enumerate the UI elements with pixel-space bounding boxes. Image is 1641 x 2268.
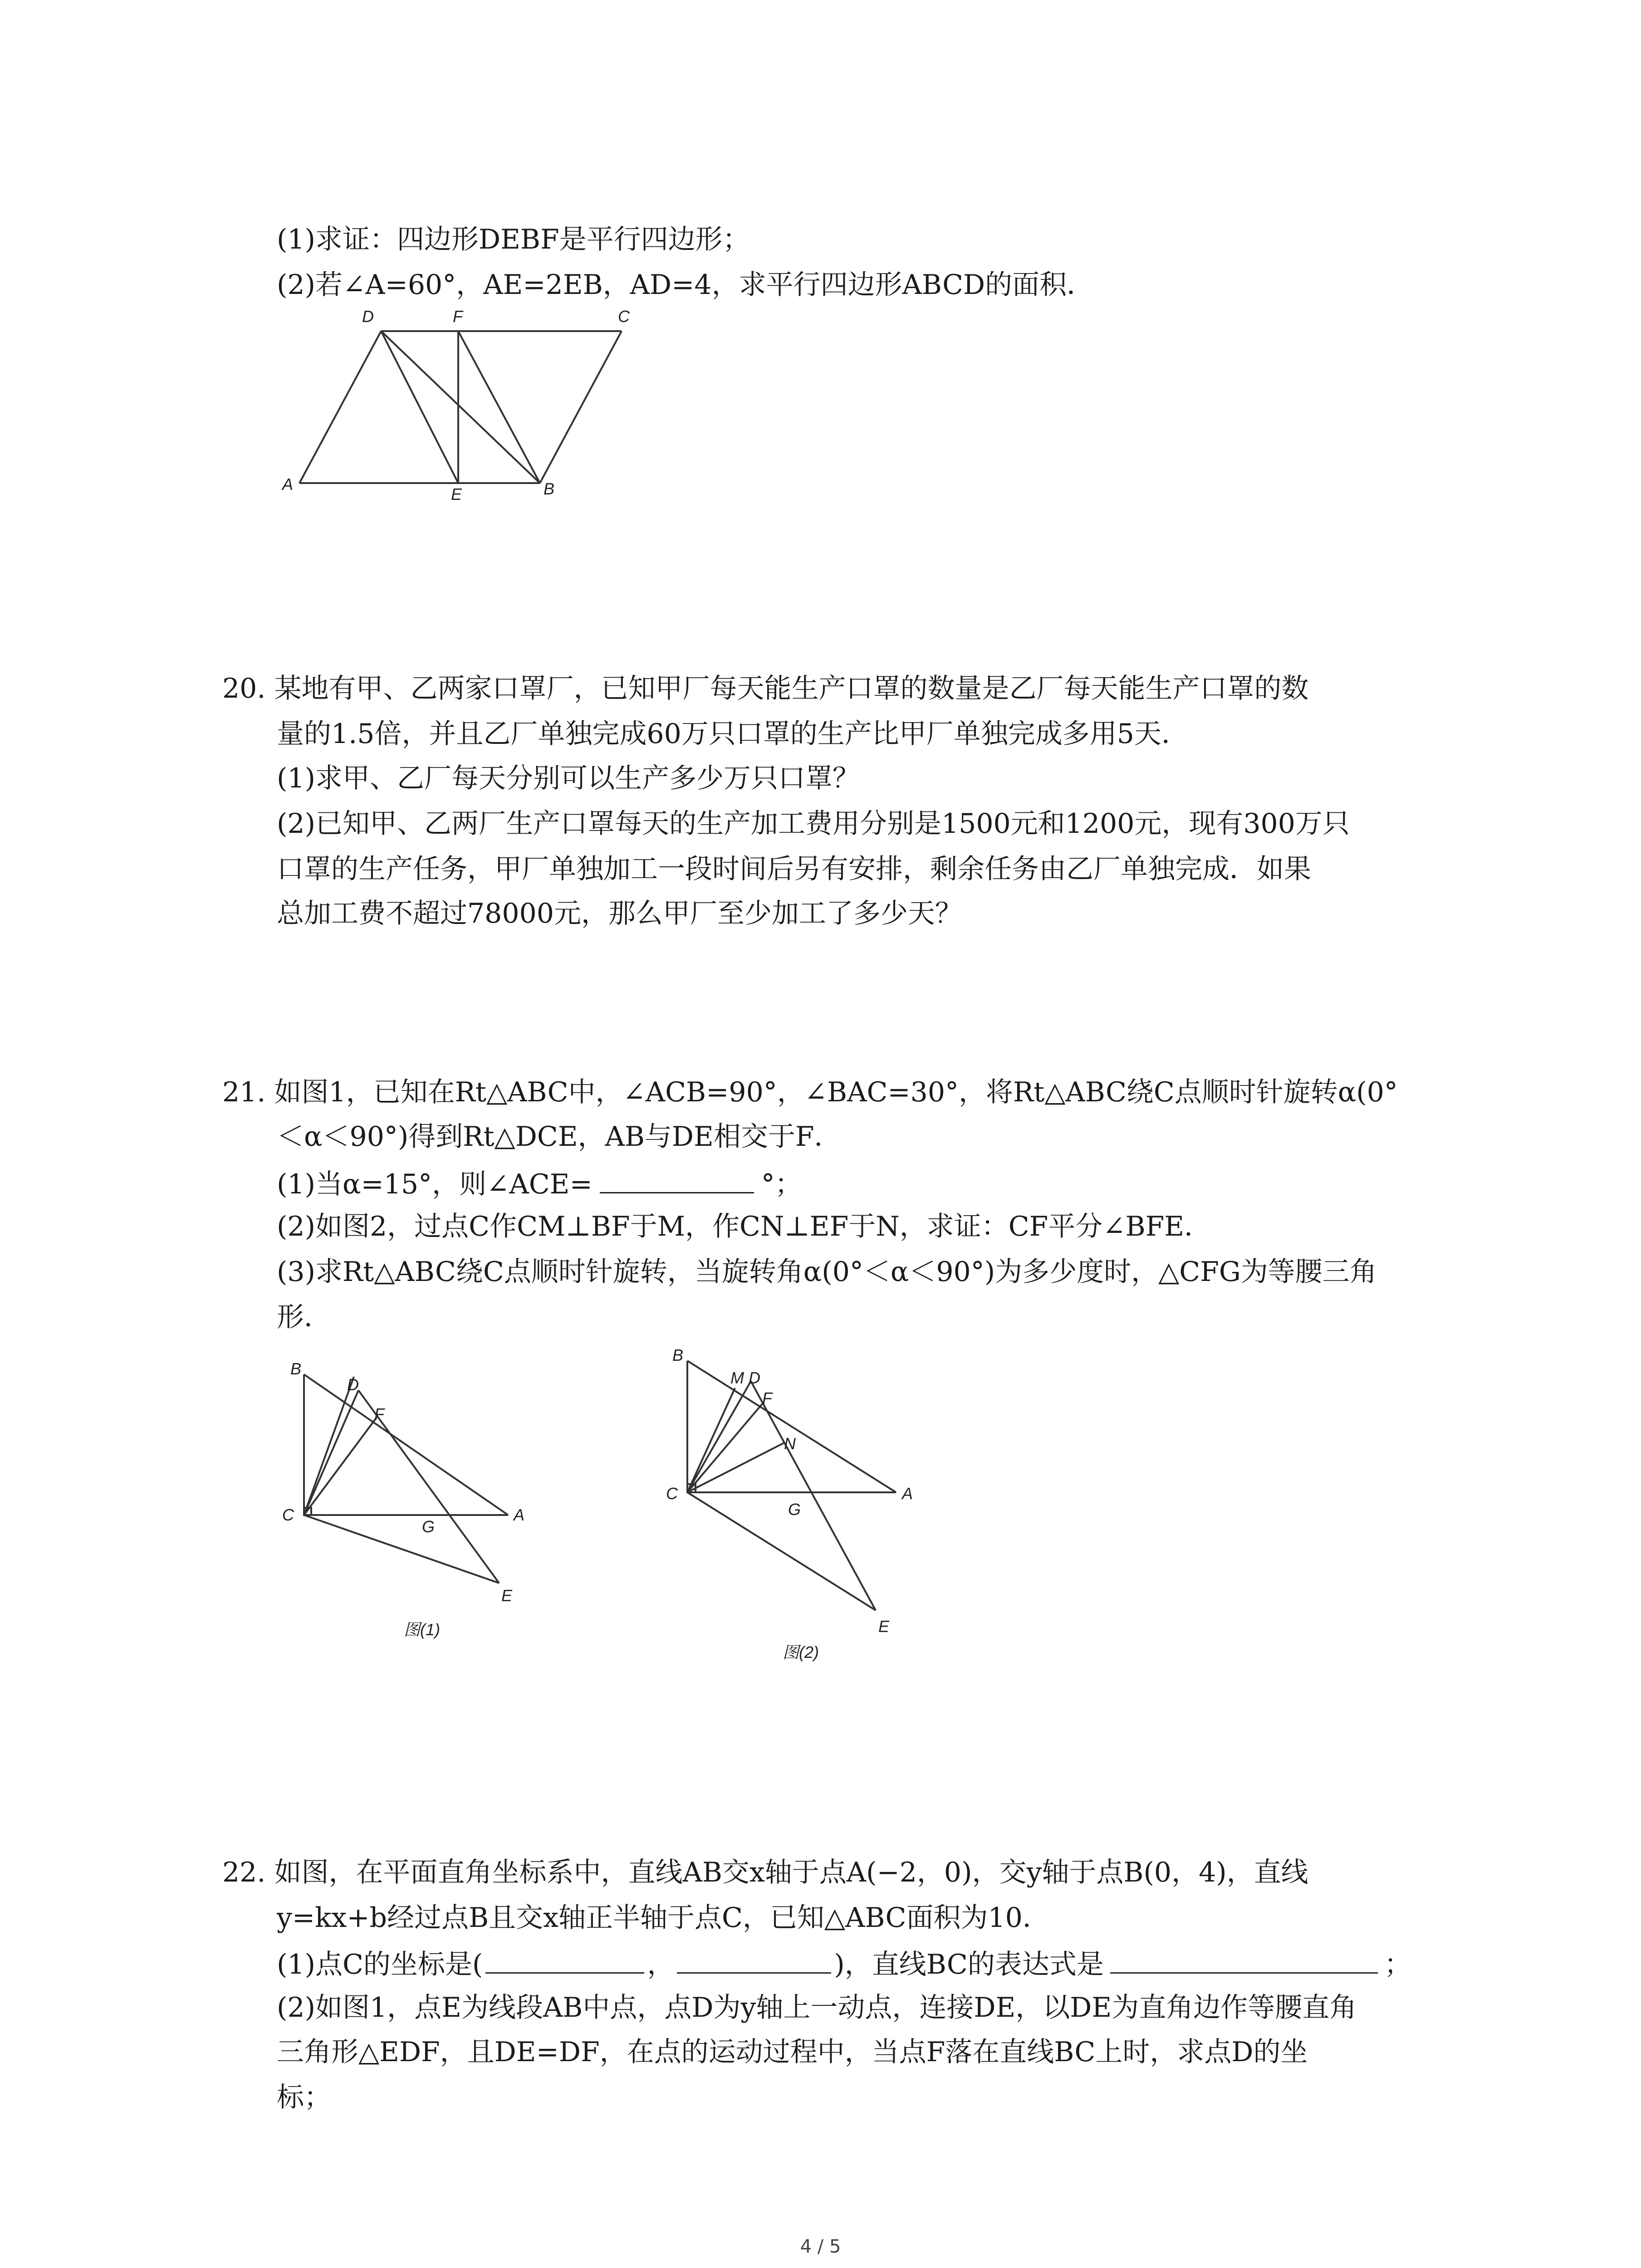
q22-line5: 三角形△EDF，且DE=DF，在点的运动过程中，当点F落在直线BC上时，求点D的坐 <box>277 2036 1308 2068</box>
q21-line6: 形． <box>277 1301 331 1333</box>
fig1-label-D: D <box>347 1375 359 1394</box>
fig2-label-E: E <box>878 1617 890 1636</box>
fig2-label-A: A <box>902 1484 913 1503</box>
label-E: E <box>451 485 462 503</box>
q21-part1-unit: °； <box>761 1168 802 1200</box>
q22-blank-expr <box>1110 1941 1378 1974</box>
label-B: B <box>544 479 555 498</box>
q22-semicolon: ； <box>1384 1949 1411 1980</box>
q20-line1: 20. 某地有甲、乙两家口罩厂，已知甲厂每天能生产口罩的数量是乙厂每天能生产口罩的数 <box>222 673 1309 704</box>
q21-line1: 21. 如图1，已知在Rt△ABC中，∠ACB=90°，∠BAC=30°，将Rt△ABC绕C点顺时针旋转α(0° <box>222 1076 1398 1108</box>
fig2-label-D: D <box>749 1369 760 1387</box>
label-C: C <box>618 307 630 326</box>
q21-part1-text: (1)当α=15°，则∠ACE= <box>277 1168 593 1200</box>
fig1-caption: 图(1) <box>404 1620 440 1639</box>
q22-blank-cx <box>485 1941 644 1974</box>
q20-line5: 口罩的生产任务，甲厂单独加工一段时间后另有安排，剩余任务由乙厂单独完成．如果 <box>277 853 1311 885</box>
q20-line4: (2)已知甲、乙两厂生产口罩每天的生产加工费用分别是1500元和1200元，现有300万只 <box>277 808 1350 840</box>
fig2-label-C: C <box>666 1484 678 1503</box>
label-D: D <box>362 307 374 326</box>
q22-line1: 22. 如图，在平面直角坐标系中，直线AB交x轴于点A(−2，0)，交y轴于点B(0，4)，直线 <box>222 1857 1308 1888</box>
fig1-label-G: G <box>422 1517 435 1536</box>
q22-line6: 标； <box>277 2082 331 2113</box>
q20-line3: (1)求甲、乙厂每天分别可以生产多少万只口罩？ <box>277 763 860 794</box>
fig1-label-A: A <box>514 1505 525 1524</box>
fig2-label-F: F <box>762 1389 772 1408</box>
page-number: 4 / 5 <box>800 2236 841 2257</box>
fig2-label-M: M <box>730 1369 744 1387</box>
fig1-label-C: C <box>282 1505 294 1524</box>
q22-part1-text2: )，直线BC的表达式是 <box>834 1949 1104 1980</box>
q19-part1: (1)求证：四边形DEBF是平行四边形； <box>277 224 750 255</box>
fig2-caption: 图(2) <box>783 1643 819 1662</box>
q22-line2: y=kx+b经过点B且交x轴正半轴于点C，已知△ABC面积为10． <box>277 1902 1050 1934</box>
q22-line3 <box>277 1941 1411 1986</box>
fig1-label-B: B <box>290 1359 302 1378</box>
q22-blank-cy <box>677 1941 831 1974</box>
fig2-label-N: N <box>784 1434 796 1453</box>
q22-part1-text: (1)点C的坐标是( <box>277 1949 483 1980</box>
fig1-label-E: E <box>501 1586 513 1605</box>
rotation-figure-1 <box>272 1356 554 1660</box>
q20-line2: 量的1.5倍，并且乙厂单独完成60万只口罩的生产比甲厂单独完成多用5天． <box>277 718 1189 750</box>
fig2-label-G: G <box>788 1500 801 1519</box>
label-A: A <box>282 475 294 494</box>
fig2-label-B: B <box>672 1346 684 1364</box>
q21-line5: (3)求Rt△ABC绕C点顺时针旋转，当旋转角α(0°＜α＜90°)为多少度时，△CFG为等腰三角 <box>277 1256 1377 1288</box>
q22-comma: ， <box>647 1949 675 1980</box>
fig1-label-F: F <box>374 1405 384 1423</box>
label-F: F <box>453 307 463 326</box>
q22-line4: (2)如图1，点E为线段AB中点，点D为y轴上一动点，连接DE，以DE为直角边作等腰直角 <box>277 1992 1357 2024</box>
rotation-figure-2 <box>653 1338 935 1669</box>
q21-line4: (2)如图2，过点C作CM⊥BF于M，作CN⊥EF于N，求证：CF平分∠BFE． <box>277 1211 1212 1242</box>
q20-line6: 总加工费不超过78000元，那么甲厂至少加工了多少天？ <box>277 898 962 929</box>
q21-answer-blank <box>600 1160 754 1193</box>
parallelogram-figure <box>272 304 644 508</box>
q21-line3 <box>277 1160 802 1206</box>
q21-line2: ＜α＜90°)得到Rt△DCE，AB与DE相交于F． <box>277 1121 842 1153</box>
q19-part2: (2)若∠A=60°，AE=2EB，AD=4，求平行四边形ABCD的面积． <box>277 269 1094 301</box>
